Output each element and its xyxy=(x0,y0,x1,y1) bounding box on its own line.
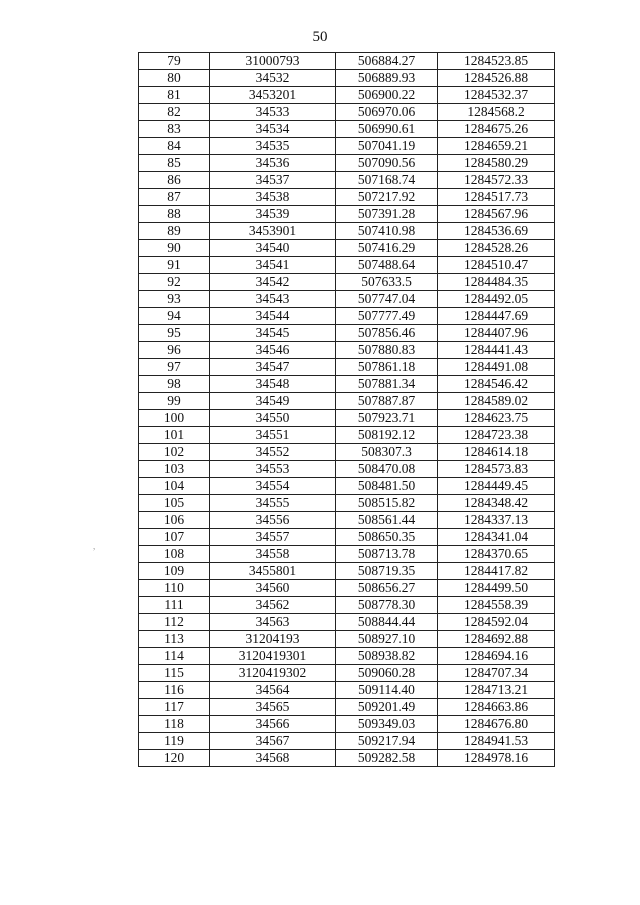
table-row xyxy=(139,597,555,614)
point-code-cell: 3120419302 xyxy=(210,665,336,682)
point-number-cell: 112 xyxy=(139,614,210,631)
x-coordinate-cell: 509349.03 xyxy=(336,716,438,733)
x-coordinate-cell: 507090.56 xyxy=(336,155,438,172)
point-number-cell: 102 xyxy=(139,444,210,461)
table-row xyxy=(139,631,555,648)
table-row xyxy=(139,138,555,155)
point-number-cell: 93 xyxy=(139,291,210,308)
point-number-cell: 96 xyxy=(139,342,210,359)
point-code-cell: 3453901 xyxy=(210,223,336,240)
y-coordinate-cell: 1284675.26 xyxy=(438,121,555,138)
x-coordinate-cell: 508481.50 xyxy=(336,478,438,495)
point-number-cell: 97 xyxy=(139,359,210,376)
point-code-cell: 34555 xyxy=(210,495,336,512)
x-coordinate-cell: 507391.28 xyxy=(336,206,438,223)
y-coordinate-cell: 1284572.33 xyxy=(438,172,555,189)
point-code-cell: 34547 xyxy=(210,359,336,376)
x-coordinate-cell: 507488.64 xyxy=(336,257,438,274)
y-coordinate-cell: 1284707.34 xyxy=(438,665,555,682)
y-coordinate-cell: 1284532.37 xyxy=(438,87,555,104)
point-number-cell: 101 xyxy=(139,427,210,444)
point-number-cell: 89 xyxy=(139,223,210,240)
point-code-cell: 34553 xyxy=(210,461,336,478)
point-number-cell: 86 xyxy=(139,172,210,189)
point-number-cell: 92 xyxy=(139,274,210,291)
point-number-cell: 105 xyxy=(139,495,210,512)
x-coordinate-cell: 507633.5 xyxy=(336,274,438,291)
point-number-cell: 115 xyxy=(139,665,210,682)
x-coordinate-cell: 508938.82 xyxy=(336,648,438,665)
y-coordinate-cell: 1284491.08 xyxy=(438,359,555,376)
y-coordinate-cell: 1284663.86 xyxy=(438,699,555,716)
point-code-cell: 34560 xyxy=(210,580,336,597)
x-coordinate-cell: 508927.10 xyxy=(336,631,438,648)
point-number-cell: 106 xyxy=(139,512,210,529)
point-code-cell: 34565 xyxy=(210,699,336,716)
x-coordinate-cell: 508719.35 xyxy=(336,563,438,580)
point-number-cell: 94 xyxy=(139,308,210,325)
x-coordinate-cell: 506990.61 xyxy=(336,121,438,138)
table-row xyxy=(139,614,555,631)
point-number-cell: 98 xyxy=(139,376,210,393)
y-coordinate-cell: 1284510.47 xyxy=(438,257,555,274)
table-row xyxy=(139,546,555,563)
x-coordinate-cell: 508561.44 xyxy=(336,512,438,529)
table-row xyxy=(139,70,555,87)
y-coordinate-cell: 1284558.39 xyxy=(438,597,555,614)
x-coordinate-cell: 507880.83 xyxy=(336,342,438,359)
table-row xyxy=(139,444,555,461)
table-row xyxy=(139,376,555,393)
point-code-cell: 34558 xyxy=(210,546,336,563)
x-coordinate-cell: 509217.94 xyxy=(336,733,438,750)
y-coordinate-cell: 1284499.50 xyxy=(438,580,555,597)
point-code-cell: 34542 xyxy=(210,274,336,291)
point-number-cell: 108 xyxy=(139,546,210,563)
table-row xyxy=(139,665,555,682)
y-coordinate-cell: 1284417.82 xyxy=(438,563,555,580)
point-number-cell: 110 xyxy=(139,580,210,597)
table-row xyxy=(139,121,555,138)
table-row xyxy=(139,495,555,512)
point-code-cell: 34549 xyxy=(210,393,336,410)
table-row xyxy=(139,291,555,308)
y-coordinate-cell: 1284528.26 xyxy=(438,240,555,257)
stray-mark: , xyxy=(93,541,96,551)
x-coordinate-cell: 506884.27 xyxy=(336,53,438,70)
y-coordinate-cell: 1284449.45 xyxy=(438,478,555,495)
point-code-cell: 3120419301 xyxy=(210,648,336,665)
point-number-cell: 91 xyxy=(139,257,210,274)
point-number-cell: 111 xyxy=(139,597,210,614)
y-coordinate-cell: 1284568.2 xyxy=(438,104,555,121)
point-number-cell: 117 xyxy=(139,699,210,716)
x-coordinate-cell: 507168.74 xyxy=(336,172,438,189)
point-number-cell: 103 xyxy=(139,461,210,478)
point-code-cell: 34544 xyxy=(210,308,336,325)
x-coordinate-cell: 508778.30 xyxy=(336,597,438,614)
point-code-cell: 31204193 xyxy=(210,631,336,648)
point-number-cell: 87 xyxy=(139,189,210,206)
point-code-cell: 34568 xyxy=(210,750,336,767)
x-coordinate-cell: 507747.04 xyxy=(336,291,438,308)
table-row xyxy=(139,512,555,529)
x-coordinate-cell: 508656.27 xyxy=(336,580,438,597)
table-row xyxy=(139,325,555,342)
y-coordinate-cell: 1284692.88 xyxy=(438,631,555,648)
table-row xyxy=(139,393,555,410)
point-code-cell: 34566 xyxy=(210,716,336,733)
point-code-cell: 34539 xyxy=(210,206,336,223)
x-coordinate-cell: 508713.78 xyxy=(336,546,438,563)
y-coordinate-cell: 1284526.88 xyxy=(438,70,555,87)
table-row xyxy=(139,240,555,257)
y-coordinate-cell: 1284614.18 xyxy=(438,444,555,461)
y-coordinate-cell: 1284536.69 xyxy=(438,223,555,240)
y-coordinate-cell: 1284589.02 xyxy=(438,393,555,410)
point-number-cell: 118 xyxy=(139,716,210,733)
y-coordinate-cell: 1284623.75 xyxy=(438,410,555,427)
point-code-cell: 34534 xyxy=(210,121,336,138)
x-coordinate-cell: 508470.08 xyxy=(336,461,438,478)
x-coordinate-cell: 509060.28 xyxy=(336,665,438,682)
page-number: 50 xyxy=(312,29,328,45)
y-coordinate-cell: 1284659.21 xyxy=(438,138,555,155)
y-coordinate-cell: 1284341.04 xyxy=(438,529,555,546)
point-code-cell: 34543 xyxy=(210,291,336,308)
y-coordinate-cell: 1284484.35 xyxy=(438,274,555,291)
x-coordinate-cell: 506970.06 xyxy=(336,104,438,121)
point-code-cell: 34532 xyxy=(210,70,336,87)
point-number-cell: 83 xyxy=(139,121,210,138)
table-row xyxy=(139,257,555,274)
x-coordinate-cell: 507856.46 xyxy=(336,325,438,342)
x-coordinate-cell: 506900.22 xyxy=(336,87,438,104)
x-coordinate-cell: 507410.98 xyxy=(336,223,438,240)
table-row xyxy=(139,104,555,121)
point-code-cell: 3453201 xyxy=(210,87,336,104)
point-number-cell: 88 xyxy=(139,206,210,223)
point-number-cell: 99 xyxy=(139,393,210,410)
y-coordinate-cell: 1284592.04 xyxy=(438,614,555,631)
point-code-cell: 34556 xyxy=(210,512,336,529)
point-code-cell: 34567 xyxy=(210,733,336,750)
point-code-cell: 34554 xyxy=(210,478,336,495)
y-coordinate-cell: 1284580.29 xyxy=(438,155,555,172)
x-coordinate-cell: 507861.18 xyxy=(336,359,438,376)
table-row xyxy=(139,274,555,291)
coordinates-table-body xyxy=(139,53,555,767)
y-coordinate-cell: 1284546.42 xyxy=(438,376,555,393)
x-coordinate-cell: 507887.87 xyxy=(336,393,438,410)
x-coordinate-cell: 508650.35 xyxy=(336,529,438,546)
point-code-cell: 34552 xyxy=(210,444,336,461)
table-row xyxy=(139,529,555,546)
y-coordinate-cell: 1284676.80 xyxy=(438,716,555,733)
x-coordinate-cell: 507777.49 xyxy=(336,308,438,325)
point-code-cell: 34540 xyxy=(210,240,336,257)
y-coordinate-cell: 1284694.16 xyxy=(438,648,555,665)
table-row xyxy=(139,461,555,478)
table-row xyxy=(139,53,555,70)
table-row xyxy=(139,308,555,325)
table-row xyxy=(139,750,555,767)
point-code-cell: 34548 xyxy=(210,376,336,393)
point-code-cell: 34546 xyxy=(210,342,336,359)
table-row xyxy=(139,580,555,597)
table-row xyxy=(139,478,555,495)
point-number-cell: 90 xyxy=(139,240,210,257)
y-coordinate-cell: 1284492.05 xyxy=(438,291,555,308)
point-number-cell: 120 xyxy=(139,750,210,767)
point-number-cell: 79 xyxy=(139,53,210,70)
point-code-cell: 34537 xyxy=(210,172,336,189)
point-code-cell: 34551 xyxy=(210,427,336,444)
table-row xyxy=(139,733,555,750)
y-coordinate-cell: 1284407.96 xyxy=(438,325,555,342)
table-row xyxy=(139,223,555,240)
x-coordinate-cell: 508844.44 xyxy=(336,614,438,631)
x-coordinate-cell: 506889.93 xyxy=(336,70,438,87)
x-coordinate-cell: 507217.92 xyxy=(336,189,438,206)
y-coordinate-cell: 1284441.43 xyxy=(438,342,555,359)
coordinates-table xyxy=(138,52,555,767)
x-coordinate-cell: 507881.34 xyxy=(336,376,438,393)
point-number-cell: 116 xyxy=(139,682,210,699)
table-row xyxy=(139,342,555,359)
y-coordinate-cell: 1284723.38 xyxy=(438,427,555,444)
table-row xyxy=(139,682,555,699)
point-code-cell: 34536 xyxy=(210,155,336,172)
point-number-cell: 81 xyxy=(139,87,210,104)
table-row xyxy=(139,87,555,104)
table-row xyxy=(139,359,555,376)
table-row xyxy=(139,155,555,172)
y-coordinate-cell: 1284348.42 xyxy=(438,495,555,512)
table-row xyxy=(139,699,555,716)
y-coordinate-cell: 1284567.96 xyxy=(438,206,555,223)
point-code-cell: 34563 xyxy=(210,614,336,631)
point-code-cell: 34533 xyxy=(210,104,336,121)
point-code-cell: 34557 xyxy=(210,529,336,546)
point-code-cell: 3455801 xyxy=(210,563,336,580)
point-number-cell: 119 xyxy=(139,733,210,750)
table-row xyxy=(139,172,555,189)
point-code-cell: 31000793 xyxy=(210,53,336,70)
point-number-cell: 114 xyxy=(139,648,210,665)
x-coordinate-cell: 508515.82 xyxy=(336,495,438,512)
point-number-cell: 84 xyxy=(139,138,210,155)
point-number-cell: 95 xyxy=(139,325,210,342)
y-coordinate-cell: 1284370.65 xyxy=(438,546,555,563)
table-row xyxy=(139,716,555,733)
point-number-cell: 113 xyxy=(139,631,210,648)
point-number-cell: 104 xyxy=(139,478,210,495)
point-code-cell: 34538 xyxy=(210,189,336,206)
x-coordinate-cell: 508307.3 xyxy=(336,444,438,461)
point-number-cell: 85 xyxy=(139,155,210,172)
x-coordinate-cell: 507923.71 xyxy=(336,410,438,427)
x-coordinate-cell: 509201.49 xyxy=(336,699,438,716)
x-coordinate-cell: 509114.40 xyxy=(336,682,438,699)
y-coordinate-cell: 1284337.13 xyxy=(438,512,555,529)
y-coordinate-cell: 1284447.69 xyxy=(438,308,555,325)
point-code-cell: 34545 xyxy=(210,325,336,342)
point-code-cell: 34550 xyxy=(210,410,336,427)
point-code-cell: 34535 xyxy=(210,138,336,155)
table-row xyxy=(139,648,555,665)
table-row xyxy=(139,427,555,444)
x-coordinate-cell: 509282.58 xyxy=(336,750,438,767)
point-number-cell: 100 xyxy=(139,410,210,427)
y-coordinate-cell: 1284978.16 xyxy=(438,750,555,767)
y-coordinate-cell: 1284713.21 xyxy=(438,682,555,699)
point-number-cell: 107 xyxy=(139,529,210,546)
y-coordinate-cell: 1284573.83 xyxy=(438,461,555,478)
table-row xyxy=(139,206,555,223)
point-code-cell: 34541 xyxy=(210,257,336,274)
table-row xyxy=(139,563,555,580)
point-number-cell: 82 xyxy=(139,104,210,121)
x-coordinate-cell: 507041.19 xyxy=(336,138,438,155)
table-row xyxy=(139,410,555,427)
table-row xyxy=(139,189,555,206)
y-coordinate-cell: 1284517.73 xyxy=(438,189,555,206)
point-code-cell: 34562 xyxy=(210,597,336,614)
x-coordinate-cell: 507416.29 xyxy=(336,240,438,257)
point-code-cell: 34564 xyxy=(210,682,336,699)
y-coordinate-cell: 1284941.53 xyxy=(438,733,555,750)
y-coordinate-cell: 1284523.85 xyxy=(438,53,555,70)
x-coordinate-cell: 508192.12 xyxy=(336,427,438,444)
point-number-cell: 109 xyxy=(139,563,210,580)
point-number-cell: 80 xyxy=(139,70,210,87)
